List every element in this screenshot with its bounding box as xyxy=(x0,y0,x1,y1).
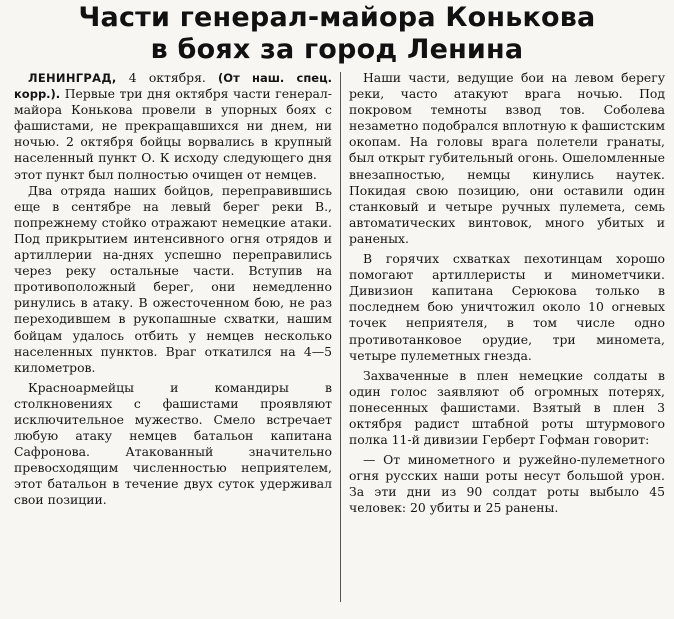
headline-line-1: Части генерал-майора Конькова xyxy=(78,2,596,33)
left-paragraph-2: Два отряда наших бойцов, переправившись еще в сентябре на левый берег реки В., попрежнему стойко отражают немецкие атаки. Под прикрытием интенсивного огня отрядов и артиллерии на-днях успешно переправились через реку остальные части. Вступив на противоположный берег, они немедленно ринулись в атаку. В ожесточенном бою, не раз переходившем в рукопашные схватки, нашим бойцам удалось отбить у немцев несколько населенных пунктов. Враг откатился на 4—5 километров. xyxy=(14,182,332,375)
headline xyxy=(0,2,674,66)
left-paragraph-1 xyxy=(14,70,332,183)
article-right-column xyxy=(349,70,665,517)
column-divider xyxy=(340,72,341,602)
headline-line-2: в боях за город Ленина xyxy=(150,34,524,65)
article-left-column xyxy=(14,70,332,509)
dateline: ЛЕНИНГРАД, xyxy=(28,71,117,85)
correspondent-credit: (От наш. спец. корр.). xyxy=(14,71,332,102)
left-paragraph-1-text: Первые три дня октября части генерал-майора Конькова провели в упорных боях с фашистами, не прекращавшихся ни днем, ни ночью. 2 октября бойцы ворвались в крупный населенный пункт О. К исходу следующего дня этот пункт был полностью очищен от немцев. xyxy=(14,86,332,182)
right-paragraph-2: В горячих схватках пехотинцам хорошо помогают артиллеристы и минометчики. Дивизион капитана Серюкова только в последнем бою уничтожил около 10 огневых точек неприятеля, в том числе одно противотанковое орудие, три миномета, четыре пулеметных гнезда. xyxy=(349,251,665,363)
right-paragraph-1: Наши части, ведущие бои на левом берегу реки, часто атакуют врага ночью. Под покровом темноты взвод тов. Соболева незаметно подобрался вплотную к фашистским окопам. На головы врага полетели гранаты, был открыт губительный огонь. Ошеломленные внезапностью, немцы кинулись наутек. Покидая свою позицию, они оставили один станковый и четыре ручных пулемета, семь автоматических винтовок, много убитых и раненых. xyxy=(349,70,665,246)
article-date: 4 октября. xyxy=(116,70,219,85)
right-paragraph-3: Захваченные в плен немецкие солдаты в один голос заявляют об огромных потерях, понесенных фашистами. Взятый в плен 3 октября радист штабной роты штурмового полка 11-й дивизии Герберт Гофман говорит: xyxy=(349,367,665,448)
left-paragraph-3: Красноармейцы и командиры в столкновениях с фашистами проявляют исключительное мужество. Смело встречает любую атаку немцев батальон капитана Сафронова. Атакованный значительно превосходящим численностью неприятелем, этот батальон в течение двух суток удерживал свои позиции. xyxy=(14,379,332,508)
right-paragraph-4: — От минометного и ружейно-пулеметного огня русских наши роты несут большой урон. За эти дни из 90 солдат роты выбыло 45 человек: 20 убиты и 25 ранены. xyxy=(349,452,665,516)
